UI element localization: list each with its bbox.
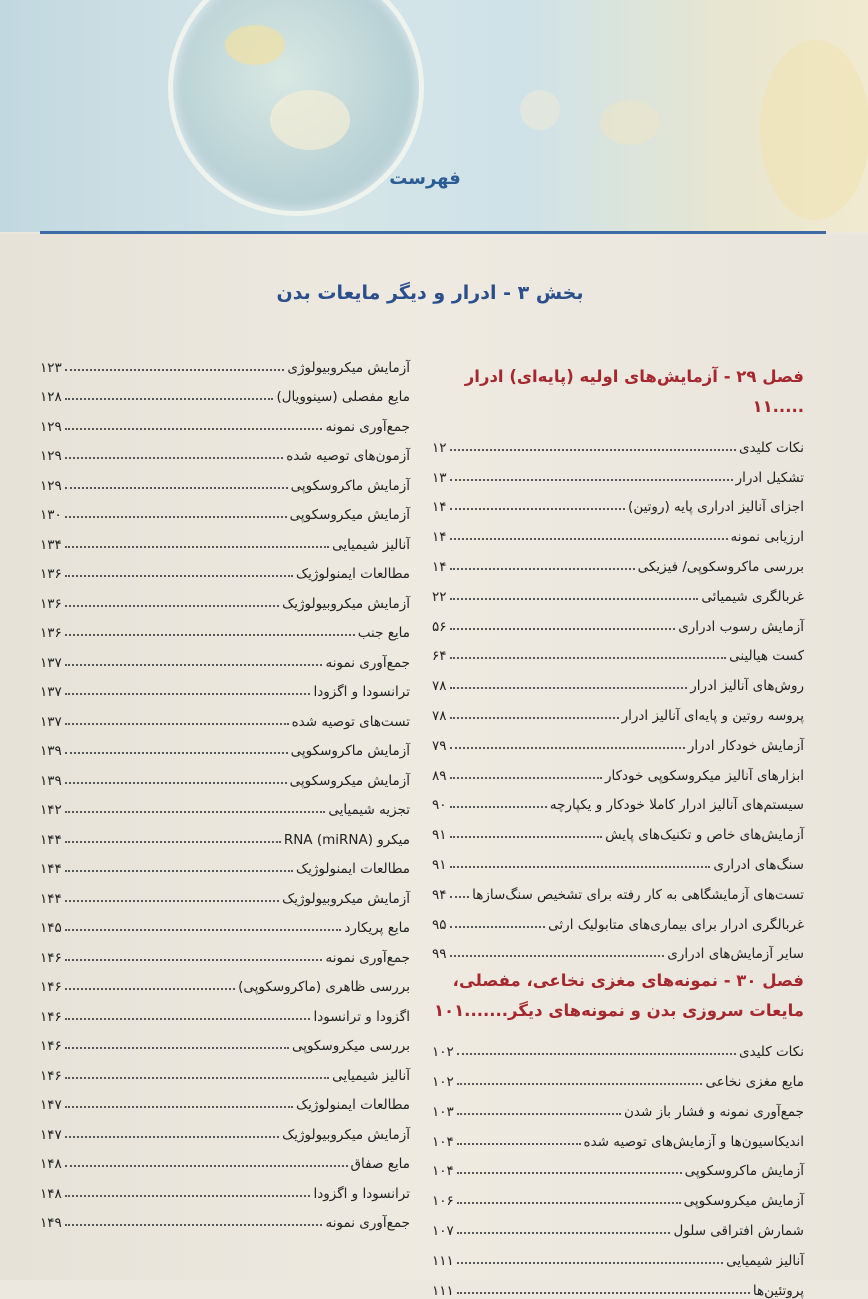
dot-leader [450,508,626,510]
page-number: ۱۴ [432,558,447,575]
entry-title: جمع‌آوری نمونه و فشار باز شدن [623,1103,804,1120]
entry-title: جمع‌آوری نمونه [325,949,410,966]
entry-title: اجزای آنالیز ادراری پایه (روتین) [628,499,804,516]
entry-title: تجزیه شیمیایی [328,802,410,818]
dot-leader [65,1224,323,1226]
toc-entry[interactable] [432,1150,804,1180]
page-number: ۷۸ [432,707,447,724]
page-number: ۱۳۶ [40,566,62,582]
entry-title: آزمون‌های توصیه شده [286,448,410,464]
page-number: ۱۳۷ [40,654,62,671]
entry-title: ارزیابی نمونه [730,529,804,546]
chapter-30-title[interactable] [432,966,804,1026]
entry-title: نکات کلیدی [739,1044,804,1061]
page-number: ۱۱۱ [432,1282,454,1299]
decor-blob [225,25,285,65]
page-number: ۷۸ [432,678,447,695]
page-number: ۱۳۴ [40,536,62,553]
chapter-29-entries [432,426,804,962]
entry-title: آزمایش میکروبیولوژیک [282,1126,410,1143]
toc-entry[interactable] [40,464,410,494]
chapter-30-title-line2: مایعات سروزی بدن و نمونه‌های دیگر.......۱۰۱ [433,1001,804,1021]
entry-title: آنالیز شیمیایی [726,1252,804,1269]
dot-leader [450,657,727,659]
toc-entry[interactable] [40,700,410,730]
toc-entry[interactable] [432,1120,804,1150]
dot-leader [457,1292,750,1294]
page-number: ۱۲۹ [40,418,62,435]
page-number: ۱۳۹ [40,743,62,759]
page-number: ۱۴۴ [40,831,62,848]
entry-title: سیستم‌های آنالیز ادرار کاملا خودکار و یکپارچه [549,797,804,814]
dot-leader [65,605,279,607]
decor-blob [520,90,560,130]
dot-leader [450,687,688,689]
toc-entry[interactable] [432,754,804,784]
entry-title: آزمایش رسوب ادراری [678,618,804,635]
dot-leader [65,1018,311,1020]
toc-entry[interactable] [40,759,410,789]
toc-entry[interactable] [40,877,410,907]
page-number: ۱۴ [432,529,447,546]
toc-entry[interactable] [432,873,804,903]
dot-leader [65,398,274,400]
entry-title: بررسی میکروسکوپی [291,1038,410,1054]
dot-leader [457,1143,581,1145]
toc-entry[interactable] [40,1054,410,1084]
dot-leader [65,516,287,518]
page-number: ۱۰۴ [432,1163,454,1180]
dot-leader [65,1165,348,1167]
toc-entry[interactable] [40,376,410,406]
dot-leader [65,1106,293,1108]
dot-leader [450,806,547,808]
page-number: ۱۴۲ [40,802,62,818]
toc-left-column [40,346,410,1231]
dot-leader [65,870,293,872]
dot-leader [450,598,699,600]
page-number: ۱۴۸ [40,1156,62,1172]
page-number: ۱۰۲ [432,1044,454,1061]
chapter-30-title-line1: فصل ۳۰ - نمونه‌های مغزی نخاعی، مفصلی، [452,971,804,991]
entry-title: جمع‌آوری نمونه [325,418,410,435]
toc-entry[interactable] [40,346,410,376]
entry-title: ترانسودا و اگزودا [313,684,410,700]
entry-title: آزمایش میکروبیولوژیک [282,890,410,907]
dot-leader [65,1195,311,1197]
decor-blob [270,90,350,150]
toc-entry[interactable] [40,671,410,701]
toc-entry[interactable] [432,486,804,516]
dot-leader [450,747,685,749]
dot-leader [450,717,619,719]
dot-leader [65,811,326,813]
toc-entry[interactable] [40,612,410,642]
toc-entry[interactable] [40,995,410,1025]
toc-entry[interactable] [40,405,410,435]
decor-blob [600,100,660,145]
dot-leader [450,836,603,838]
dot-leader [457,1172,682,1174]
toc-entry[interactable] [40,523,410,553]
page-number: ۱۳۰ [40,507,62,523]
entry-title: جمع‌آوری نمونه [325,1215,410,1231]
page-number: ۲۲ [432,588,447,605]
dot-leader [65,752,288,754]
entry-title: مطالعات ایمنولوژیک [296,861,410,877]
dot-leader [457,1083,703,1085]
entry-title: مایع پریکارد [344,920,410,936]
page-number: ۹۱ [432,827,447,844]
entry-title: مطالعات ایمنولوژیک [296,566,410,582]
dot-leader [65,428,323,430]
toc-entry[interactable] [40,907,410,937]
page-number: ۱۴۶ [40,979,62,995]
entry-title: غربالگری شیمیائی [701,588,804,605]
toc-entry[interactable] [432,784,804,814]
entry-title: کست هیالینی [729,648,804,665]
dot-leader [65,1136,279,1138]
page-number: ۱۳۷ [40,684,62,700]
left-column-entries [40,346,410,1231]
page-number: ۶۴ [432,648,447,665]
entry-title: آزمایش میکروبیولوژیک [282,595,410,612]
toc-entry[interactable] [40,789,410,819]
toc-entry[interactable] [40,1172,410,1202]
toc-entry[interactable] [432,1179,804,1209]
dot-leader [450,777,602,779]
page-number: ۱۰۲ [432,1073,454,1090]
toc-entry[interactable] [40,1084,410,1114]
entry-title: آزمایش ماکروسکوپی [684,1163,804,1180]
toc-entry[interactable] [432,694,804,724]
entry-title: آزمایش میکروسکوپی [289,507,410,523]
toc-entry[interactable] [432,426,804,456]
page-number: ۱۳۷ [40,713,62,730]
section-title: بخش ۳ - ادرار و دیگر مایعات بدن [276,282,584,304]
entry-title: نکات کلیدی [739,439,804,456]
entry-title: آزمایش خودکار ادرار [687,737,804,754]
entry-title: اگزودا و ترانسودا [313,1008,410,1025]
page-number: ۱۲۸ [40,389,62,405]
page-number: ۱۰۷ [432,1222,454,1239]
toc-entry[interactable] [40,966,410,996]
dot-leader [65,959,323,961]
dot-leader [65,487,288,489]
dot-leader [65,900,279,902]
entry-title: بررسی ماکروسکوپی/ فیزیکی [637,558,804,575]
page-number: ۱۴۸ [40,1185,62,1202]
dot-leader [65,664,323,666]
dot-leader [65,546,329,548]
entry-title: پروتئین‌ها [752,1282,804,1299]
toc-entry[interactable] [432,515,804,545]
dot-leader [457,1202,681,1204]
page-number: ۱۳۹ [40,772,62,789]
page-number: ۷۹ [432,737,447,754]
entry-title: آزمایش ماکروسکوپی [290,743,410,759]
dot-leader [65,457,283,459]
page-number: ۱۴۵ [40,920,62,936]
page-number: ۵۶ [432,618,447,635]
toc-entry[interactable] [40,848,410,878]
page-number: ۱۴۴ [40,861,62,877]
page-number: ۹۴ [432,886,447,903]
toc-entry[interactable] [432,813,804,843]
toc-entry[interactable] [432,545,804,575]
toc-entry[interactable] [40,730,410,760]
page-number: ۱۲۹ [40,448,62,464]
dot-leader [65,575,293,577]
entry-title: تست‌های توصیه شده [291,713,410,730]
dot-leader [65,1047,289,1049]
dot-leader [457,1232,671,1234]
toc-entry[interactable] [40,582,410,612]
toc-entry[interactable] [40,1202,410,1232]
page-number: ۸۹ [432,767,447,784]
page-number: ۱۴۴ [40,890,62,907]
toc-entry[interactable] [40,936,410,966]
entry-title: مایع جنب [357,625,410,641]
dot-leader [65,841,281,843]
page-number: ۱۲۳ [40,359,62,376]
entry-title: آزمایش ماکروسکوپی [290,477,410,494]
toc-entry[interactable] [432,933,804,963]
chapter-29-title[interactable]: فصل ۲۹ - آزمایش‌های اولیه (پایه‌ای) ادرار .....۱۱ [464,367,804,416]
entry-title: مایع صفاق [350,1156,410,1172]
entry-title: تست‌های آزمایشگاهی به کار رفته برای تشخیص سنگ‌سازها [472,886,804,903]
entry-title: سایر آزمایش‌های ادراری [667,946,804,963]
dot-leader [65,988,235,990]
toc-entry[interactable] [432,1090,804,1120]
entry-title: تشکیل ادرار [735,469,804,486]
toc-entry[interactable] [432,1060,804,1090]
dot-leader [450,866,711,868]
dot-leader [457,1113,621,1115]
page-title: فهرست [389,168,461,189]
page-number: ۱۴۶ [40,1008,62,1025]
page-number: ۱۴۹ [40,1215,62,1231]
toc-entry[interactable] [432,664,804,694]
decor-blob [760,40,868,220]
dot-leader [65,1077,329,1079]
entry-title: مایع مغزی نخاعی [705,1073,804,1090]
entry-title: شمارش افتراقی سلول [673,1222,804,1239]
dot-leader [450,896,470,898]
toc-entry[interactable] [432,843,804,873]
dot-leader [457,1262,723,1264]
entry-title: آنالیز شیمیایی [332,1067,410,1084]
entry-title: روش‌های آنالیز ادرار [690,678,804,695]
entry-title: پروسه روتین و پایه‌ای آنالیز ادرار [621,707,804,724]
toc-entry[interactable] [432,1030,804,1060]
dot-leader [65,782,287,784]
toc-entry[interactable] [432,456,804,486]
page-number: ۹۰ [432,797,447,814]
dot-leader [65,693,311,695]
dot-leader [450,628,676,630]
page-number: ۱۴ [432,499,447,516]
entry-title: جمع‌آوری نمونه [325,654,410,671]
toc-entry[interactable] [40,1143,410,1173]
toc-entry[interactable] [432,903,804,933]
entry-title: غربالگری ادرار برای بیماری‌های متابولیک ارثی [548,916,804,933]
entry-title: مطالعات ایمنولوژیک [296,1097,410,1113]
toc-entry[interactable] [40,1025,410,1055]
toc-entry[interactable] [40,1113,410,1143]
entry-title: آزمایش میکروبیولوژی [287,359,410,376]
page-number: ۱۴۶ [40,1067,62,1084]
page-number: ۱۴۶ [40,949,62,966]
dot-leader [65,929,342,931]
dot-leader [65,369,285,371]
page-number: ۱۴۷ [40,1126,62,1143]
entry-title: بررسی ظاهری (ماکروسکوپی) [238,979,410,995]
dot-leader [450,538,728,540]
dot-leader [450,926,546,928]
chapter-30-entries [432,1030,804,1298]
toc-entry[interactable] [432,1209,804,1239]
dot-leader [450,449,737,451]
page-number: ۹۹ [432,946,447,963]
toc-entry[interactable] [432,724,804,754]
entry-title: اندیکاسیون‌ها و آزمایش‌های توصیه شده [583,1133,804,1150]
page-number: ۱۲ [432,439,447,456]
dot-leader [457,1053,736,1055]
toc-entry[interactable] [40,494,410,524]
dot-leader [450,568,635,570]
page-number: ۱۰۳ [432,1103,454,1120]
toc-entry[interactable] [432,635,804,665]
toc-entry[interactable] [40,553,410,583]
toc-entry[interactable] [432,1269,804,1299]
dot-leader [450,955,665,957]
entry-title: آزمایش میکروسکوپی [683,1193,804,1210]
page-number: ۹۵ [432,916,447,933]
dot-leader [65,634,355,636]
page-number: ۱۳۶ [40,625,62,641]
toc-entry[interactable] [432,1239,804,1269]
dot-leader [65,723,289,725]
dot-leader [450,479,733,481]
page-number: ۱۰۶ [432,1193,454,1210]
page-number: ۱۴۷ [40,1097,62,1113]
toc-entry[interactable] [40,818,410,848]
page-number: ۱۳۶ [40,595,62,612]
entry-title: آنالیز شیمیایی [332,536,410,553]
entry-title: سنگ‌های ادراری [713,856,804,873]
page-number: ۹۱ [432,856,447,873]
page-number: ۱۴۶ [40,1038,62,1054]
toc-entry[interactable] [432,575,804,605]
toc-entry[interactable] [40,435,410,465]
toc-right-column [432,360,804,1299]
page-number: ۱۳ [432,469,447,486]
toc-entry[interactable] [432,605,804,635]
page-number: ۱۰۴ [432,1133,454,1150]
entry-title: ابزارهای آنالیز میکروسکوپی خودکار [604,767,804,784]
cover-banner [0,0,868,232]
entry-title: ترانسودا و اگزودا [313,1185,410,1202]
entry-title: میکرو RNA (miRNA) [283,831,410,848]
page-number: ۱۲۹ [40,477,62,494]
entry-title: آزمایش میکروسکوپی [289,772,410,789]
page-number: ۱۱۱ [432,1252,454,1269]
entry-title: آزمایش‌های خاص و تکنیک‌های پایش [605,827,804,844]
entry-title: مایع مفصلی (سینوویال) [276,389,410,405]
toc-entry[interactable] [40,641,410,671]
